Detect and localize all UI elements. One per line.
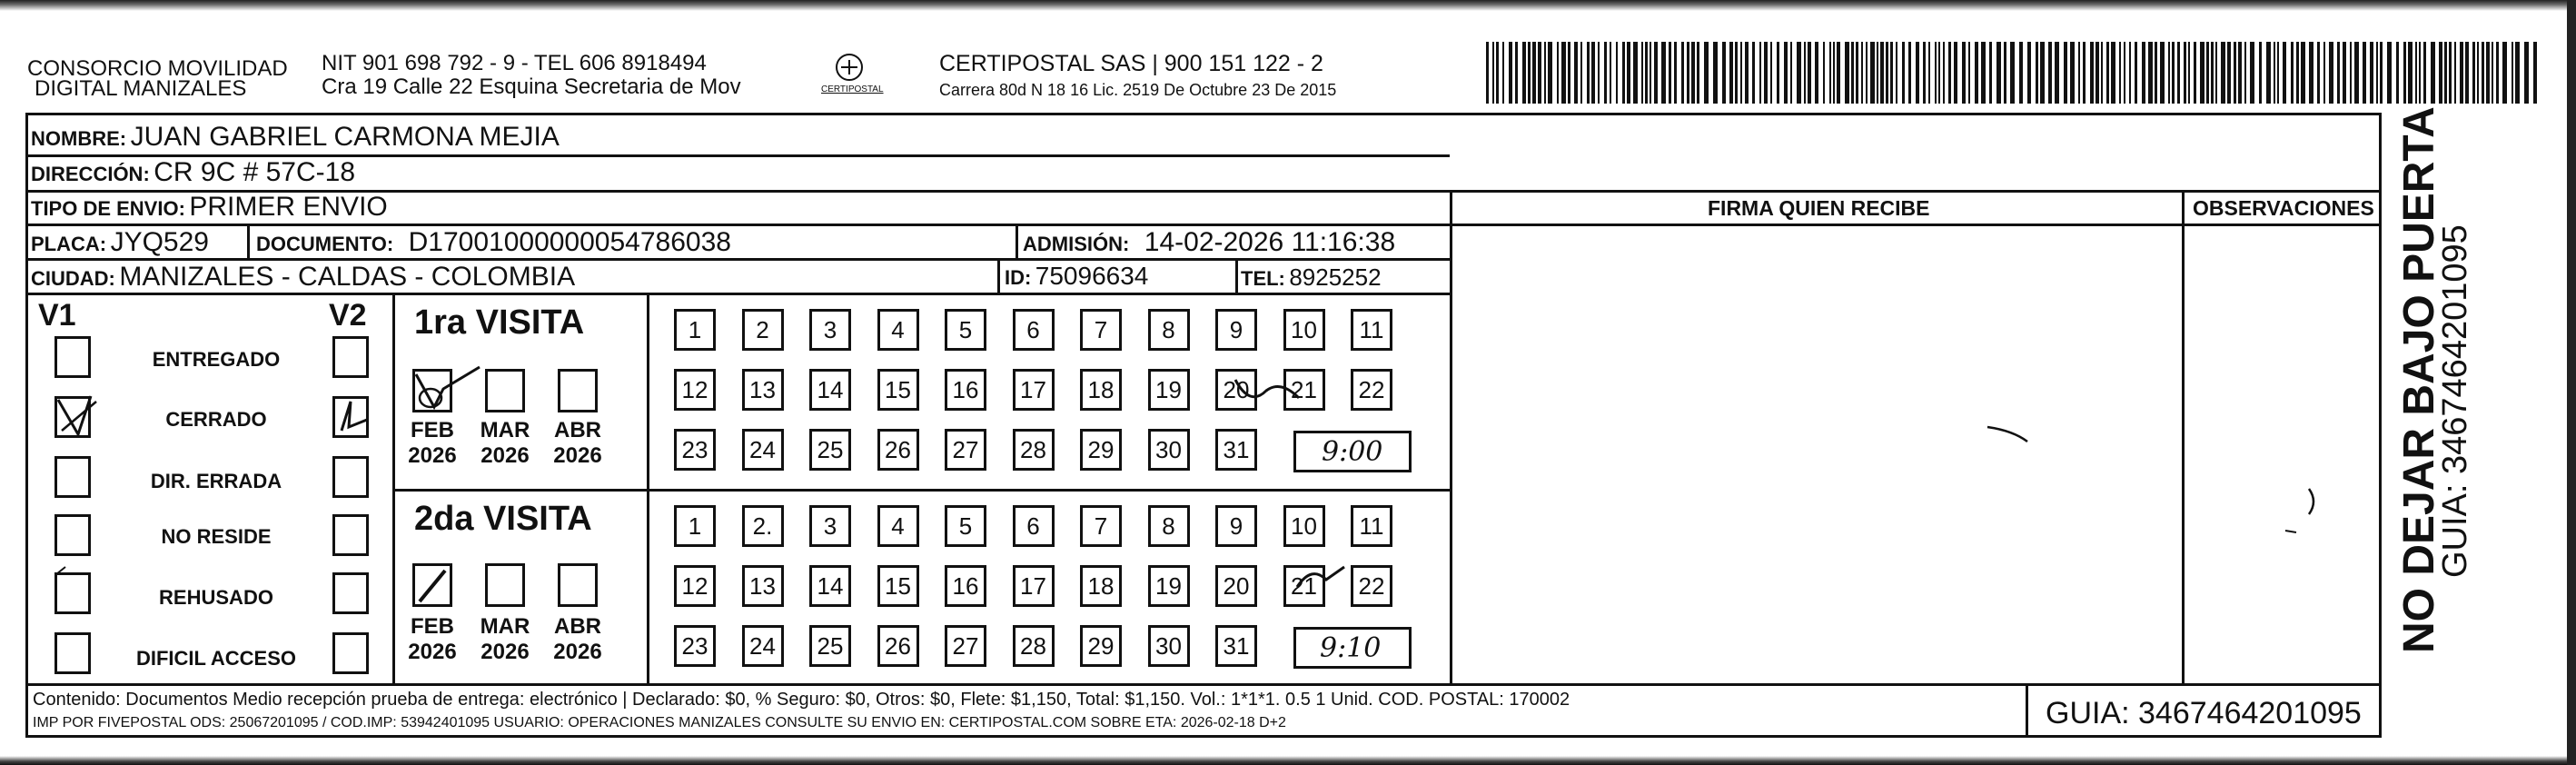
carrier-line: CERTIPOSTAL SAS | 900 151 122 - 2 — [939, 51, 1323, 76]
first-visit-day-box[interactable]: 20 — [1215, 369, 1257, 411]
admision-label: ADMISIÓN: — [1023, 233, 1130, 255]
placa-label: PLACA: — [31, 233, 107, 255]
v1-entregado-checkbox[interactable] — [54, 336, 91, 378]
tel-row — [1241, 265, 1382, 289]
v2-dir-errada-checkbox[interactable] — [332, 456, 369, 498]
second-visit-day-box[interactable]: 18 — [1080, 565, 1122, 607]
first-visit-day-box[interactable]: 22 — [1351, 369, 1392, 411]
second-visit-day-box[interactable]: 31 — [1215, 625, 1257, 667]
nombre-label: NOMBRE: — [31, 127, 127, 150]
first-visit-day-box[interactable]: 19 — [1148, 369, 1190, 411]
direccion-label: DIRECCIÓN: — [31, 163, 150, 185]
tipo-row — [31, 194, 388, 221]
first-visit-abr-label: ABR 2026 — [553, 418, 602, 468]
option-dir-errada: DIR. ERRADA — [150, 470, 282, 492]
v1-label: V1 — [38, 298, 76, 333]
second-visit-title: 2da VISITA — [414, 500, 592, 538]
second-visit-day-box[interactable]: 27 — [945, 625, 986, 667]
firma-header: FIRMA QUIEN RECIBE — [1708, 196, 1930, 220]
nit-line: NIT 901 698 792 - 9 - TEL 606 8918494 — [322, 51, 707, 75]
first-visit-day-box[interactable]: 8 — [1148, 309, 1190, 351]
option-no-reside: NO RESIDE — [161, 525, 272, 548]
first-visit-day-box[interactable]: 12 — [674, 369, 716, 411]
first-visit-day-box[interactable]: 2 — [742, 309, 784, 351]
first-visit-day-box[interactable]: 26 — [877, 429, 919, 471]
v2-entregado-checkbox[interactable] — [332, 336, 369, 378]
v1-dificil-acceso-checkbox[interactable] — [54, 632, 91, 674]
first-visit-day-box[interactable]: 6 — [1013, 309, 1055, 351]
option-cerrado: CERRADO — [165, 408, 267, 431]
first-visit-day-box[interactable]: 15 — [877, 369, 919, 411]
first-visit-time: 9:00 — [1322, 436, 1383, 468]
barcode — [1486, 42, 2543, 105]
v1-cerrado-handwritten-mark — [51, 389, 105, 443]
second-visit-day-box[interactable]: 20 — [1215, 565, 1257, 607]
ciudad-label: CIUDAD: — [31, 267, 115, 290]
second-visit-mar-label: MAR 2026 — [480, 614, 530, 664]
tel-label: TEL: — [1241, 267, 1285, 290]
second-visit-time: 9:10 — [1320, 632, 1382, 664]
first-visit-day-box[interactable]: 24 — [742, 429, 784, 471]
first-visit-day-box[interactable]: 13 — [742, 369, 784, 411]
second-visit-day-box[interactable]: 25 — [809, 625, 851, 667]
direccion-row — [31, 159, 355, 186]
v2-rehusado-checkbox[interactable] — [332, 572, 369, 614]
documento-label: DOCUMENTO: — [256, 233, 394, 255]
first-visit-day-box[interactable]: 18 — [1080, 369, 1122, 411]
first-visit-day-box[interactable]: 28 — [1013, 429, 1055, 471]
ciudad-value: MANIZALES - CALDAS - COLOMBIA — [119, 262, 576, 292]
v2-label: V2 — [329, 298, 367, 333]
first-visit-day-box[interactable]: 30 — [1148, 429, 1190, 471]
first-visit-day-box[interactable]: 1 — [674, 309, 716, 351]
second-visit-day-box[interactable]: 17 — [1013, 565, 1055, 607]
second-visit-day-box[interactable]: 2. — [742, 505, 784, 547]
company-name-line2: DIGITAL MANIZALES — [35, 76, 247, 101]
option-dificil-acceso: DIFICIL ACCESO — [135, 647, 296, 670]
second-visit-day-box[interactable]: 22 — [1351, 565, 1392, 607]
side-guia: GUIA: 3467464201095 — [2436, 224, 2474, 578]
first-visit-abr-box[interactable] — [558, 369, 598, 412]
second-visit-day-box[interactable]: 6 — [1013, 505, 1055, 547]
second-visit-day-box[interactable]: 21 — [1283, 565, 1325, 607]
address-line: Cra 19 Calle 22 Esquina Secretaria de Mov — [322, 75, 741, 99]
second-visit-day-box[interactable]: 23 — [674, 625, 716, 667]
ciudad-row — [31, 263, 575, 291]
documento-value: D17001000000054786038 — [408, 227, 731, 257]
logo-text: CERTIPOSTAL — [821, 84, 884, 94]
observaciones-header: OBSERVACIONES — [2193, 196, 2374, 220]
first-visit-feb-handwritten-mark — [407, 362, 489, 416]
second-visit-day-box[interactable]: 7 — [1080, 505, 1122, 547]
option-rehusado: REHUSADO — [159, 586, 273, 609]
first-visit-day-box[interactable]: 3 — [809, 309, 851, 351]
id-label: ID: — [1005, 266, 1032, 289]
second-visit-mar-box[interactable] — [485, 563, 525, 607]
nombre-value: JUAN GABRIEL CARMONA MEJIA — [130, 122, 560, 152]
company-name-line1: CONSORCIO MOVILIDAD — [27, 56, 288, 81]
v2-cerrado-handwritten-mark — [331, 394, 374, 442]
option-entregado: ENTREGADO — [152, 348, 281, 371]
admision-row — [1023, 229, 1395, 256]
v1-no-reside-checkbox[interactable] — [54, 514, 91, 556]
second-visit-day-box[interactable]: 13 — [742, 565, 784, 607]
second-visit-day-21-strike — [1293, 560, 1348, 596]
certipostal-logo-icon — [817, 47, 881, 104]
first-visit-day-box[interactable]: 21 — [1283, 369, 1325, 411]
second-visit-day-box[interactable]: 9 — [1215, 505, 1257, 547]
signature-area-marks — [1450, 224, 2385, 683]
second-visit-day-box[interactable]: 12 — [674, 565, 716, 607]
second-visit-day-box[interactable]: 28 — [1013, 625, 1055, 667]
documento-row — [256, 229, 731, 256]
footer-guia: GUIA: 3467464201095 — [2046, 696, 2362, 730]
footer-content-line: Contenido: Documentos Medio recepción prueba de entrega: electrónico | Declarado: $0, % Seguro: $0, Otros: $0, Flete: $1,150, Total: $1,150. Vol.: 1*1*1. 0.5 1 Unid. COD. POSTAL: 170002 — [33, 690, 1570, 710]
first-visit-day-box[interactable]: 7 — [1080, 309, 1122, 351]
scan-bottom-edge — [0, 756, 2576, 765]
second-visit-day-box[interactable]: 11 — [1351, 505, 1392, 547]
first-visit-day-box[interactable]: 25 — [809, 429, 851, 471]
second-visit-day-box[interactable]: 4 — [877, 505, 919, 547]
second-visit-day-box[interactable]: 16 — [945, 565, 986, 607]
second-visit-day-box[interactable]: 29 — [1080, 625, 1122, 667]
second-visit-feb-handwritten-mark — [412, 563, 452, 607]
second-visit-abr-box[interactable] — [558, 563, 598, 607]
admision-value: 14-02-2026 11:16:38 — [1144, 227, 1396, 257]
first-visit-day-20-strike — [1232, 371, 1304, 416]
v1-dir-errada-checkbox[interactable] — [54, 456, 91, 498]
second-visit-day-box[interactable]: 10 — [1283, 505, 1325, 547]
id-row — [1005, 263, 1148, 289]
first-visit-day-box[interactable]: 17 — [1013, 369, 1055, 411]
tel-value: 8925252 — [1289, 263, 1382, 291]
second-visit-abr-label: ABR 2026 — [553, 614, 602, 664]
first-visit-day-box[interactable]: 31 — [1215, 429, 1257, 471]
first-visit-day-box[interactable]: 27 — [945, 429, 986, 471]
footer-print-line: IMP POR FIVEPOSTAL ODS: 25067201095 / COD.IMP: 53942401095 USUARIO: OPERACIONES MANIZALES CONSULTE SU ENVIO EN: CERTIPOSTAL.COM SOBRE ETA: 2026-02-18 D+2 — [33, 715, 1286, 730]
second-visit-feb-label: FEB 2026 — [408, 614, 457, 664]
second-visit-day-box[interactable]: 14 — [809, 565, 851, 607]
first-visit-day-box[interactable]: 10 — [1283, 309, 1325, 351]
second-visit-day-box[interactable]: 30 — [1148, 625, 1190, 667]
placa-row — [31, 229, 209, 256]
first-visit-day-box[interactable]: 16 — [945, 369, 986, 411]
certipostal-logo — [817, 47, 884, 104]
second-visit-day-box[interactable]: 15 — [877, 565, 919, 607]
v2-dificil-acceso-checkbox[interactable] — [332, 632, 369, 674]
first-visit-day-box[interactable]: 23 — [674, 429, 716, 471]
direccion-value: CR 9C # 57C-18 — [154, 157, 355, 187]
first-visit-day-box[interactable]: 5 — [945, 309, 986, 351]
nombre-row — [31, 124, 560, 151]
second-visit-day-box[interactable]: 5 — [945, 505, 986, 547]
tipo-value: PRIMER ENVIO — [189, 192, 388, 222]
v2-no-reside-checkbox[interactable] — [332, 514, 369, 556]
second-visit-day-box[interactable]: 24 — [742, 625, 784, 667]
first-visit-time-box[interactable] — [1293, 431, 1412, 472]
carrier-address: Carrera 80d N 18 16 Lic. 2519 De Octubre 23 De 2015 — [939, 81, 1337, 99]
second-visit-time-box[interactable] — [1293, 627, 1412, 669]
v1-rehusado-mark — [53, 565, 71, 578]
second-visit-day-box[interactable]: 19 — [1148, 565, 1190, 607]
second-visit-day-box[interactable]: 26 — [877, 625, 919, 667]
scan-right-edge — [2567, 0, 2576, 765]
first-visit-title: 1ra VISITA — [414, 303, 585, 342]
side-warning: NO DEJAR BAJO PUERTA — [2395, 106, 2443, 653]
placa-value: JYQ529 — [110, 227, 209, 257]
second-visit-day-box[interactable]: 1 — [674, 505, 716, 547]
first-visit-day-box[interactable]: 11 — [1351, 309, 1392, 351]
first-visit-day-box[interactable]: 29 — [1080, 429, 1122, 471]
tipo-label: TIPO DE ENVIO: — [31, 197, 185, 220]
v1-rehusado-checkbox[interactable] — [54, 572, 91, 614]
second-visit-day-box[interactable]: 8 — [1148, 505, 1190, 547]
first-visit-mar-box[interactable] — [485, 369, 525, 412]
first-visit-feb-label: FEB 2026 — [408, 418, 457, 468]
first-visit-day-box[interactable]: 14 — [809, 369, 851, 411]
first-visit-day-box[interactable]: 4 — [877, 309, 919, 351]
scan-top-edge — [0, 0, 2576, 11]
id-value: 75096634 — [1035, 262, 1149, 290]
second-visit-day-box[interactable]: 3 — [809, 505, 851, 547]
first-visit-day-box[interactable]: 9 — [1215, 309, 1257, 351]
first-visit-mar-label: MAR 2026 — [480, 418, 530, 468]
